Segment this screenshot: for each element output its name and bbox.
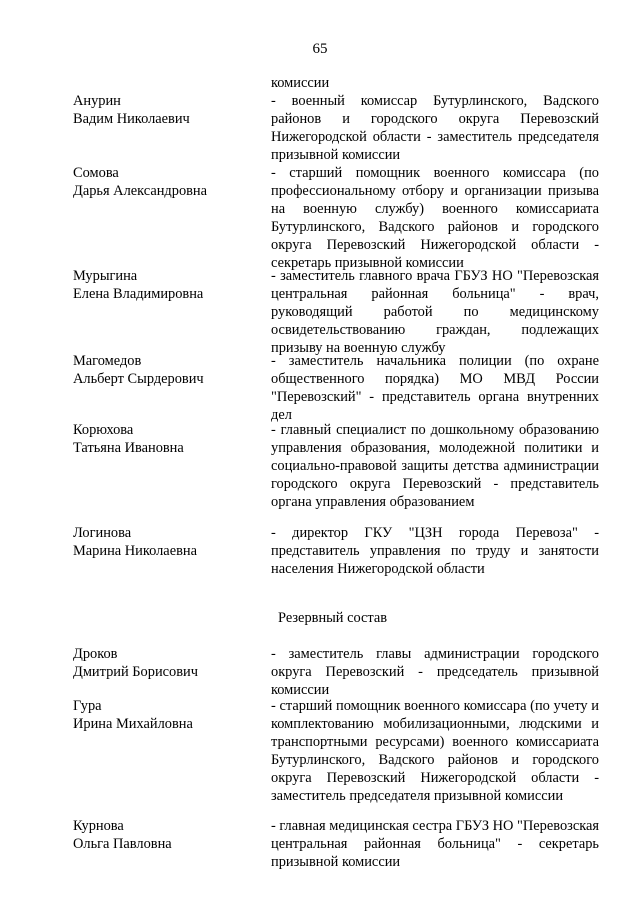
member-description bbox=[271, 421, 599, 511]
member-description-text: - военный комиссар Бутурлинского, Вадского районов и городского округа Перевозский Нижегородской области - заместитель председателя призывной комиссии bbox=[271, 93, 599, 163]
member-name bbox=[73, 164, 263, 200]
member-description bbox=[271, 817, 599, 871]
member-description bbox=[271, 92, 599, 164]
member-name bbox=[73, 697, 263, 733]
member-surname: Магомедов bbox=[73, 353, 142, 369]
member-description bbox=[271, 697, 599, 805]
member-given-name: Альберт Сырдерович bbox=[73, 371, 204, 387]
member-surname: Корюхова bbox=[73, 422, 134, 438]
member-description bbox=[271, 267, 599, 357]
member-description-text: - директор ГКУ "ЦЗН города Перевоза" - представитель управления по труду и занятости населения Нижегородской области bbox=[271, 525, 599, 577]
member-description-text: - главный специалист по дошкольному образованию управления образования, молодежной политики и социально-правовой защиты детства администрации городского округа Перевозский - представитель органа управления образованием bbox=[271, 422, 599, 510]
continuation-text: комиссии bbox=[271, 75, 330, 91]
member-surname: Логинова bbox=[73, 525, 132, 541]
member-given-name: Дмитрий Борисович bbox=[73, 664, 198, 680]
member-given-name: Татьяна Ивановна bbox=[73, 440, 184, 456]
member-description-text: - заместитель главы администрации городского округа Перевозский - председатель призывной комиссии bbox=[271, 646, 599, 698]
member-surname: Сомова bbox=[73, 165, 119, 181]
member-given-name: Дарья Александровна bbox=[73, 183, 208, 199]
member-description bbox=[271, 645, 599, 699]
member-given-name: Ирина Михайловна bbox=[73, 716, 193, 732]
member-description-text: - главная медицинская сестра ГБУЗ НО "Перевозская центральная районная больница" - секретарь призывной комиссии bbox=[271, 818, 600, 870]
section-heading: Резервный состав bbox=[278, 610, 388, 626]
member-surname: Гура bbox=[73, 698, 102, 714]
member-surname: Дроков bbox=[73, 646, 118, 662]
member-name bbox=[73, 421, 263, 457]
member-name bbox=[73, 92, 263, 128]
member-surname: Мурыгина bbox=[73, 268, 138, 284]
member-name bbox=[73, 524, 263, 560]
member-description bbox=[271, 524, 599, 578]
member-description bbox=[271, 164, 599, 272]
member-description-text: - старший помощник военного комиссара (по учету и комплектованию мобилизационными, людскими и транспортными ресурсами) военного комиссариата Бутурлинского, Вадского районов и городского округа Перевозский Нижегородской области - заместитель председателя призывной комиссии bbox=[271, 698, 599, 804]
member-surname: Анурин bbox=[73, 93, 121, 109]
member-name bbox=[73, 645, 263, 681]
page-number: 65 bbox=[312, 41, 328, 57]
member-description-text: - заместитель главного врача ГБУЗ НО "Перевозская центральная районная больница" - врач, руководящий работой по медицинскому освидетельствованию граждан, подлежащих призыву на военную службу bbox=[271, 268, 599, 356]
member-description bbox=[271, 352, 599, 424]
member-given-name: Елена Владимировна bbox=[73, 286, 204, 302]
member-description-text: - старший помощник военного комиссара (по профессиональному отбору и организации призыва на военную службу) военного комиссариата Бутурлинского, Вадского районов и городского округа Перевозский Нижегородской области - секретарь призывной комиссии bbox=[271, 165, 599, 271]
member-given-name: Марина Николаевна bbox=[73, 543, 197, 559]
member-description-text: - заместитель начальника полиции (по охране общественного порядка) МО МВД России "Перевозский" - представитель органа внутренних дел bbox=[271, 353, 599, 423]
member-given-name: Ольга Павловна bbox=[73, 836, 172, 852]
member-given-name: Вадим Николаевич bbox=[73, 111, 190, 127]
member-name bbox=[73, 817, 263, 853]
member-surname: Курнова bbox=[73, 818, 124, 834]
member-name bbox=[73, 352, 263, 388]
member-name bbox=[73, 267, 263, 303]
